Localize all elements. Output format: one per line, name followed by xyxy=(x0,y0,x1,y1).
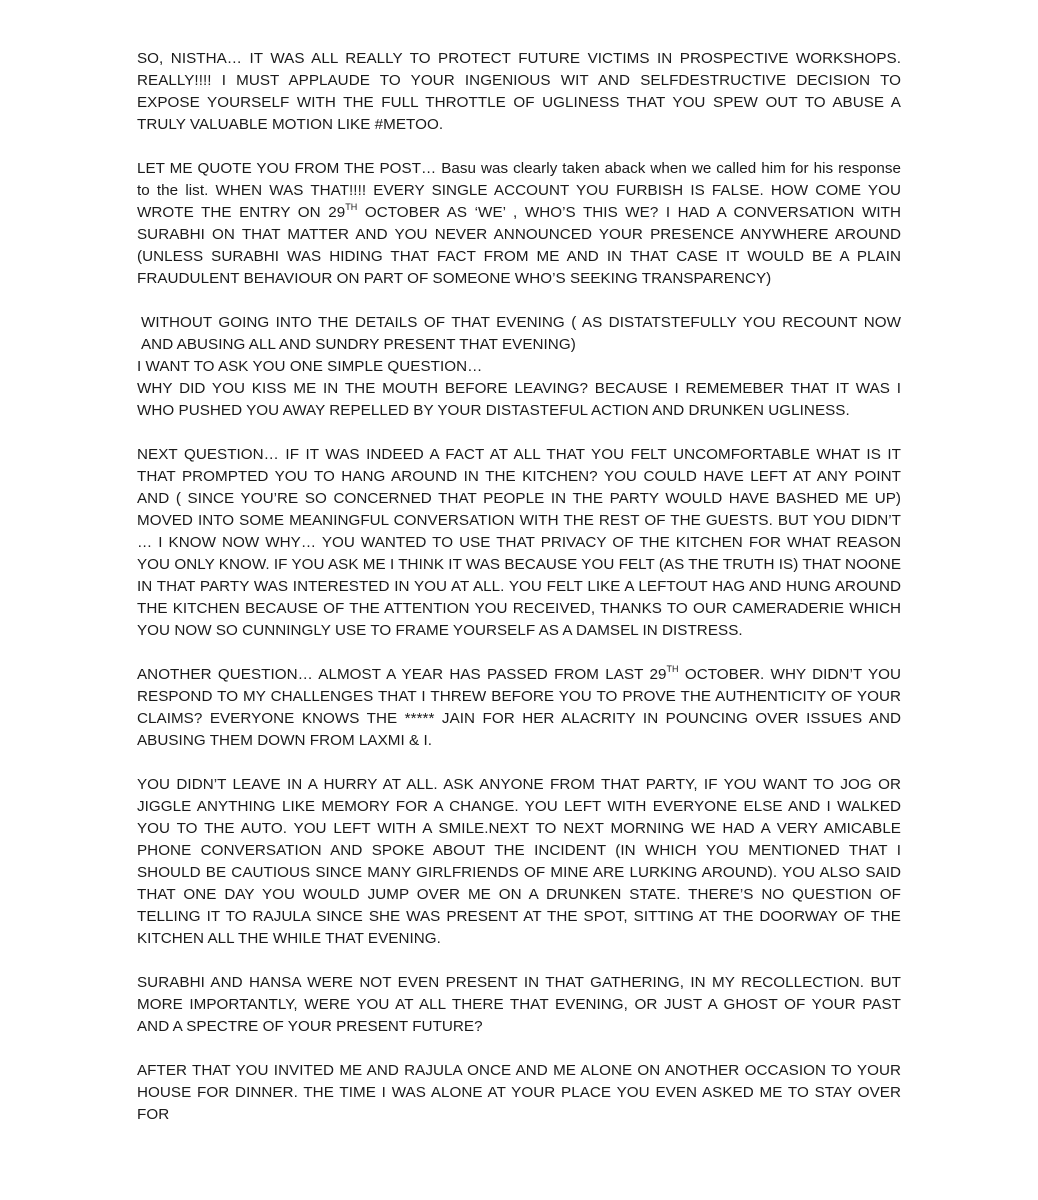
paragraph-5-text-end: OCTOBER. WHY DIDN’T YOU RESPOND TO MY CHALLENGES THAT I THREW BEFORE YOU TO PROVE THE AUTHENTICITY OF YOUR CLAIMS? EVERYONE KNOWS THE ***** JAIN FOR HER ALACRITY IN POUNCING OVER ISSUES AND ABUSING THEM DOWN FROM LAXMI & I. xyxy=(137,666,902,749)
paragraph-6 xyxy=(137,774,901,950)
paragraph-3-text: WITHOUT GOING INTO THE DETAILS OF THAT EVENING ( AS DISTATSTEFULLY YOU RECOUNT NOW AND ABUSING ALL AND SUNDRY PRESENT THAT EVENING) xyxy=(141,314,901,353)
paragraph-4 xyxy=(137,444,901,642)
paragraph-3-followup xyxy=(137,378,901,422)
paragraph-2-text-start: LET ME QUOTE YOU FROM THE POST… Basu was clearly taken aback when we called him for his response to the list. WHEN WAS THAT!!!! EVERY SINGLE ACCOUNT YOU FURBISH IS FALSE. HOW COME YOU WROTE THE ENTRY ON 29 xyxy=(137,160,901,221)
paragraph-7 xyxy=(137,972,901,1038)
paragraph-3-followup-text: WHY DID YOU KISS ME IN THE MOUTH BEFORE LEAVING? BECAUSE I REMEMEBER THAT IT WAS I WHO PUSHED YOU AWAY REPELLED BY YOUR DISTASTEFUL ACTION AND DRUNKEN UGLINESS. xyxy=(137,380,901,419)
paragraph-3-question: I WANT TO ASK YOU ONE SIMPLE QUESTION… xyxy=(137,358,483,375)
paragraph-8 xyxy=(137,1060,901,1126)
paragraph-5 xyxy=(137,664,901,752)
paragraph-2-text-end: OCTOBER AS ‘WE’ , WHO’S THIS WE? I HAD A CONVERSATION WITH SURABHI ON THAT MATTER AND YOU NEVER ANNOUNCED YOUR PRESENCE ANYWHERE AROUND (UNLESS SURABHI WAS HIDING THAT FACT FROM ME AND IN THAT CASE IT WOULD BE A PLAIN FRAUDULENT BEHAVIOUR ON PART OF SOMEONE WHO’S SEEKING TRANSPARENCY) xyxy=(137,204,901,287)
document-body xyxy=(137,48,901,1148)
paragraph-7-text: SURABHI AND HANSA WERE NOT EVEN PRESENT IN THAT GATHERING, IN MY RECOLLECTION. BUT MORE IMPORTANTLY, WERE YOU AT ALL THERE THAT EVENING, OR JUST A GHOST OF YOUR PAST AND A SPECTRE OF YOUR PRESENT FUTURE? xyxy=(137,974,901,1035)
paragraph-1-text: SO, NISTHA… IT WAS ALL REALLY TO PROTECT FUTURE VICTIMS IN PROSPECTIVE WORKSHOPS. REALLY!!!! I MUST APPLAUDE TO YOUR INGENIOUS WIT AND SELFDESTRUCTIVE DECISION TO EXPOSE YOURSELF WITH THE FULL THROTTLE OF UGLINESS THAT YOU SPEW OUT TO ABUSE A TRULY VALUABLE MOTION LIKE #METOO. xyxy=(137,50,901,133)
paragraph-6-text: YOU DIDN’T LEAVE IN A HURRY AT ALL. ASK ANYONE FROM THAT PARTY, IF YOU WANT TO JOG OR JIGGLE ANYTHING LIKE MEMORY FOR A CHANGE. YOU LEFT WITH EVERYONE ELSE AND I WALKED YOU TO THE AUTO. YOU LEFT WITH A SMILE.NEXT TO NEXT MORNING WE HAD A VERY AMICABLE PHONE CONVERSATION AND SPOKE ABOUT THE INCIDENT (IN WHICH YOU MENTIONED THAT I SHOULD BE CAUTIOUS SINCE MANY GIRLFRIENDS OF MINE ARE LURKING AROUND). YOU ALSO SAID THAT ONE DAY YOU WOULD JUMP OVER ME ON A DRUNKEN STATE. THERE’S NO QUESTION OF TELLING IT TO RAJULA SINCE SHE WAS PRESENT AT THE SPOT, SITTING AT THE DOORWAY OF THE KITCHEN ALL THE WHILE THAT EVENING. xyxy=(137,776,901,947)
ordinal-suffix: TH xyxy=(666,663,679,674)
paragraph-1 xyxy=(137,48,901,136)
paragraph-3 xyxy=(137,312,901,356)
paragraph-5-text-start: ANOTHER QUESTION… ALMOST A YEAR HAS PASSED FROM LAST 29 xyxy=(137,666,667,683)
paragraph-3-question-line xyxy=(137,356,901,378)
paragraph-4-text: NEXT QUESTION… IF IT WAS INDEED A FACT AT ALL THAT YOU FELT UNCOMFORTABLE WHAT IS IT THAT PROMPTED YOU TO HANG AROUND IN THE KITCHEN? YOU COULD HAVE LEFT AT ANY POINT AND ( SINCE YOU’RE SO CONCERNED THAT PEOPLE IN THE PARTY WOULD HAVE BASHED ME UP) MOVED INTO SOME MEANINGFUL CONVERSATION WITH THE REST OF THE GUESTS. BUT YOU DIDN’T … I KNOW NOW WHY… YOU WANTED TO USE THAT PRIVACY OF THE KITCHEN FOR WHAT REASON YOU ONLY KNOW. IF YOU ASK ME I THINK IT WAS BECAUSE YOU FELT (AS THE TRUTH IS) THAT NOONE IN THAT PARTY WAS INTERESTED IN YOU AT ALL. YOU FELT LIKE A LEFTOUT HAG AND HUNG AROUND THE KITCHEN BECAUSE OF THE ATTENTION YOU RECEIVED, THANKS TO OUR CAMERADERIE WHICH YOU NOW SO CUNNINGLY USE TO FRAME YOURSELF AS A DAMSEL IN DISTRESS. xyxy=(137,446,901,639)
paragraph-8-text: AFTER THAT YOU INVITED ME AND RAJULA ONCE AND ME ALONE ON ANOTHER OCCASION TO YOUR HOUSE FOR DINNER. THE TIME I WAS ALONE AT YOUR PLACE YOU EVEN ASKED ME TO STAY OVER FOR xyxy=(137,1062,901,1123)
paragraph-2 xyxy=(137,158,901,290)
ordinal-suffix: TH xyxy=(345,201,358,212)
